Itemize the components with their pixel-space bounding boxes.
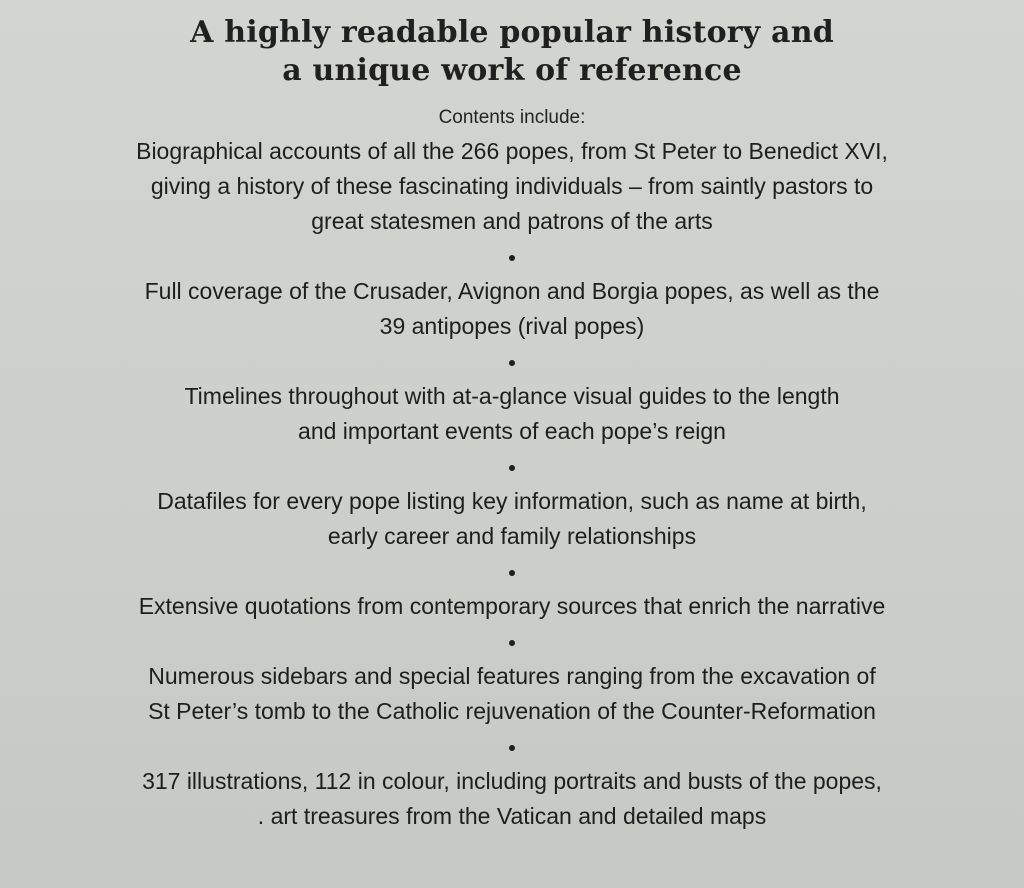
headline-line-2: a unique work of reference [282,53,742,88]
headline-line-1: A highly readable popular history and [190,15,834,50]
headline [0,14,1024,90]
contents-item-timelines [0,379,1024,449]
contents-item-line: Timelines throughout with at-a-glance visual guides to the length [184,383,840,409]
bullet-separator [0,449,1024,484]
contents-item-line: . art treasures from the Vatican and detailed maps [257,803,767,829]
bullet-separator [0,344,1024,379]
contents-intro: Contents include: [438,107,586,128]
contents-item-biographies [0,134,1024,239]
contents-item-line: St Peter’s tomb to the Catholic rejuvenation of the Counter-Reformation [148,698,876,724]
bullet-separator [0,554,1024,589]
contents-item-illustrations [0,764,1024,834]
contents-item-line: 39 antipopes (rival popes) [379,313,645,339]
contents-item-line: Biographical accounts of all the 266 popes, from St Peter to Benedict XVI, [136,138,888,164]
contents-item-line: early career and family relationships [327,523,697,549]
bullet-dot-icon [509,255,515,261]
contents-item-line: Numerous sidebars and special features ranging from the excavation of [148,663,876,689]
bullet-dot-icon [509,465,515,471]
contents-item-sidebars [0,659,1024,729]
bullet-separator [0,624,1024,659]
contents-item-datafiles [0,484,1024,554]
bullet-separator [0,239,1024,274]
contents-item-line: Datafiles for every pope listing key information, such as name at birth, [157,488,867,514]
bullet-dot-icon [509,570,515,576]
bullet-dot-icon [509,745,515,751]
contents-list [0,134,1024,834]
bullet-dot-icon [509,360,515,366]
bullet-separator [0,729,1024,764]
contents-item-line: and important events of each pope’s reign [298,418,726,444]
contents-item-line: giving a history of these fascinating individuals – from saintly pastors to [150,173,874,199]
contents-item-line: Full coverage of the Crusader, Avignon and Borgia popes, as well as the [144,278,880,304]
bullet-dot-icon [509,640,515,646]
contents-item-line: Extensive quotations from contemporary sources that enrich the narrative [138,593,886,619]
contents-item-line: 317 illustrations, 112 in colour, including portraits and busts of the popes, [142,768,882,794]
contents-item-quotations [0,589,1024,624]
contents-item-line: great statesmen and patrons of the arts [311,208,713,234]
contents-item-coverage [0,274,1024,344]
